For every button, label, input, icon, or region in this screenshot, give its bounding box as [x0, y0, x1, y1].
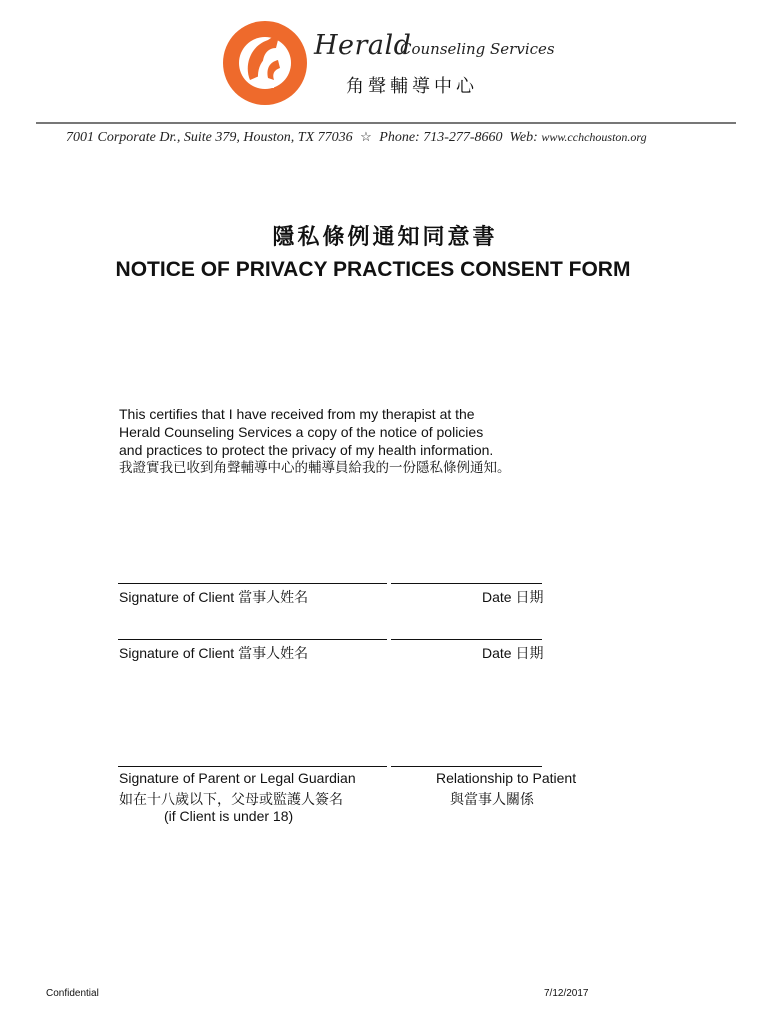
client-signature-label-2: Signature of Client 當事人姓名: [119, 645, 309, 661]
brand-subtitle: Counseling Services: [400, 40, 555, 58]
body-line-4-chinese: 我證實我已收到角聲輔導中心的輔導員給我的一份隱私條例通知。: [119, 460, 511, 475]
title-chinese: 隱私條例通知同意書: [272, 224, 498, 250]
relationship-label-chinese: 與當事人關係: [450, 791, 534, 807]
client-signature-label-1: Signature of Client 當事人姓名: [119, 589, 309, 605]
address-text: 7001 Corporate Dr., Suite 379, Houston, TX 77036: [66, 130, 353, 145]
title-english: NOTICE OF PRIVACY PRACTICES CONSENT FORM: [115, 258, 631, 281]
body-line-1: This certifies that I have received from my therapist at the: [119, 406, 475, 422]
client-signature-line-1[interactable]: [118, 583, 387, 584]
date-label-1: Date 日期: [482, 589, 544, 605]
web-label: Web:: [509, 130, 538, 145]
date-label-2: Date 日期: [482, 645, 544, 661]
footer-confidential: Confidential: [46, 988, 99, 999]
guardian-signature-label: Signature of Parent or Legal Guardian: [119, 770, 356, 786]
herald-logo-mark: [220, 18, 310, 108]
relationship-label: Relationship to Patient: [436, 770, 577, 786]
header-divider: [36, 122, 736, 124]
brand-chinese-name: 角聲輔導中心: [346, 76, 478, 97]
star-icon: ☆: [360, 129, 372, 144]
web-url: www.cchchouston.org: [541, 130, 647, 144]
relationship-line[interactable]: [391, 766, 542, 767]
phone-text: Phone: 713-277-8660: [379, 130, 503, 145]
client-signature-line-2[interactable]: [118, 639, 387, 640]
body-line-2: Herald Counseling Services a copy of the notice of policies: [119, 424, 484, 440]
footer-date: 7/12/2017: [544, 988, 589, 999]
guardian-signature-line[interactable]: [118, 766, 387, 767]
brand-name: Herald: [314, 30, 412, 61]
guardian-note: (if Client is under 18): [164, 808, 294, 824]
date-line-1[interactable]: [391, 583, 542, 584]
body-line-3: and practices to protect the privacy of my health information.: [119, 442, 494, 458]
address-line: [66, 129, 647, 146]
date-line-2[interactable]: [391, 639, 542, 640]
guardian-signature-label-chinese: 如在十八歲以下，父母或監護人簽名: [119, 791, 343, 807]
